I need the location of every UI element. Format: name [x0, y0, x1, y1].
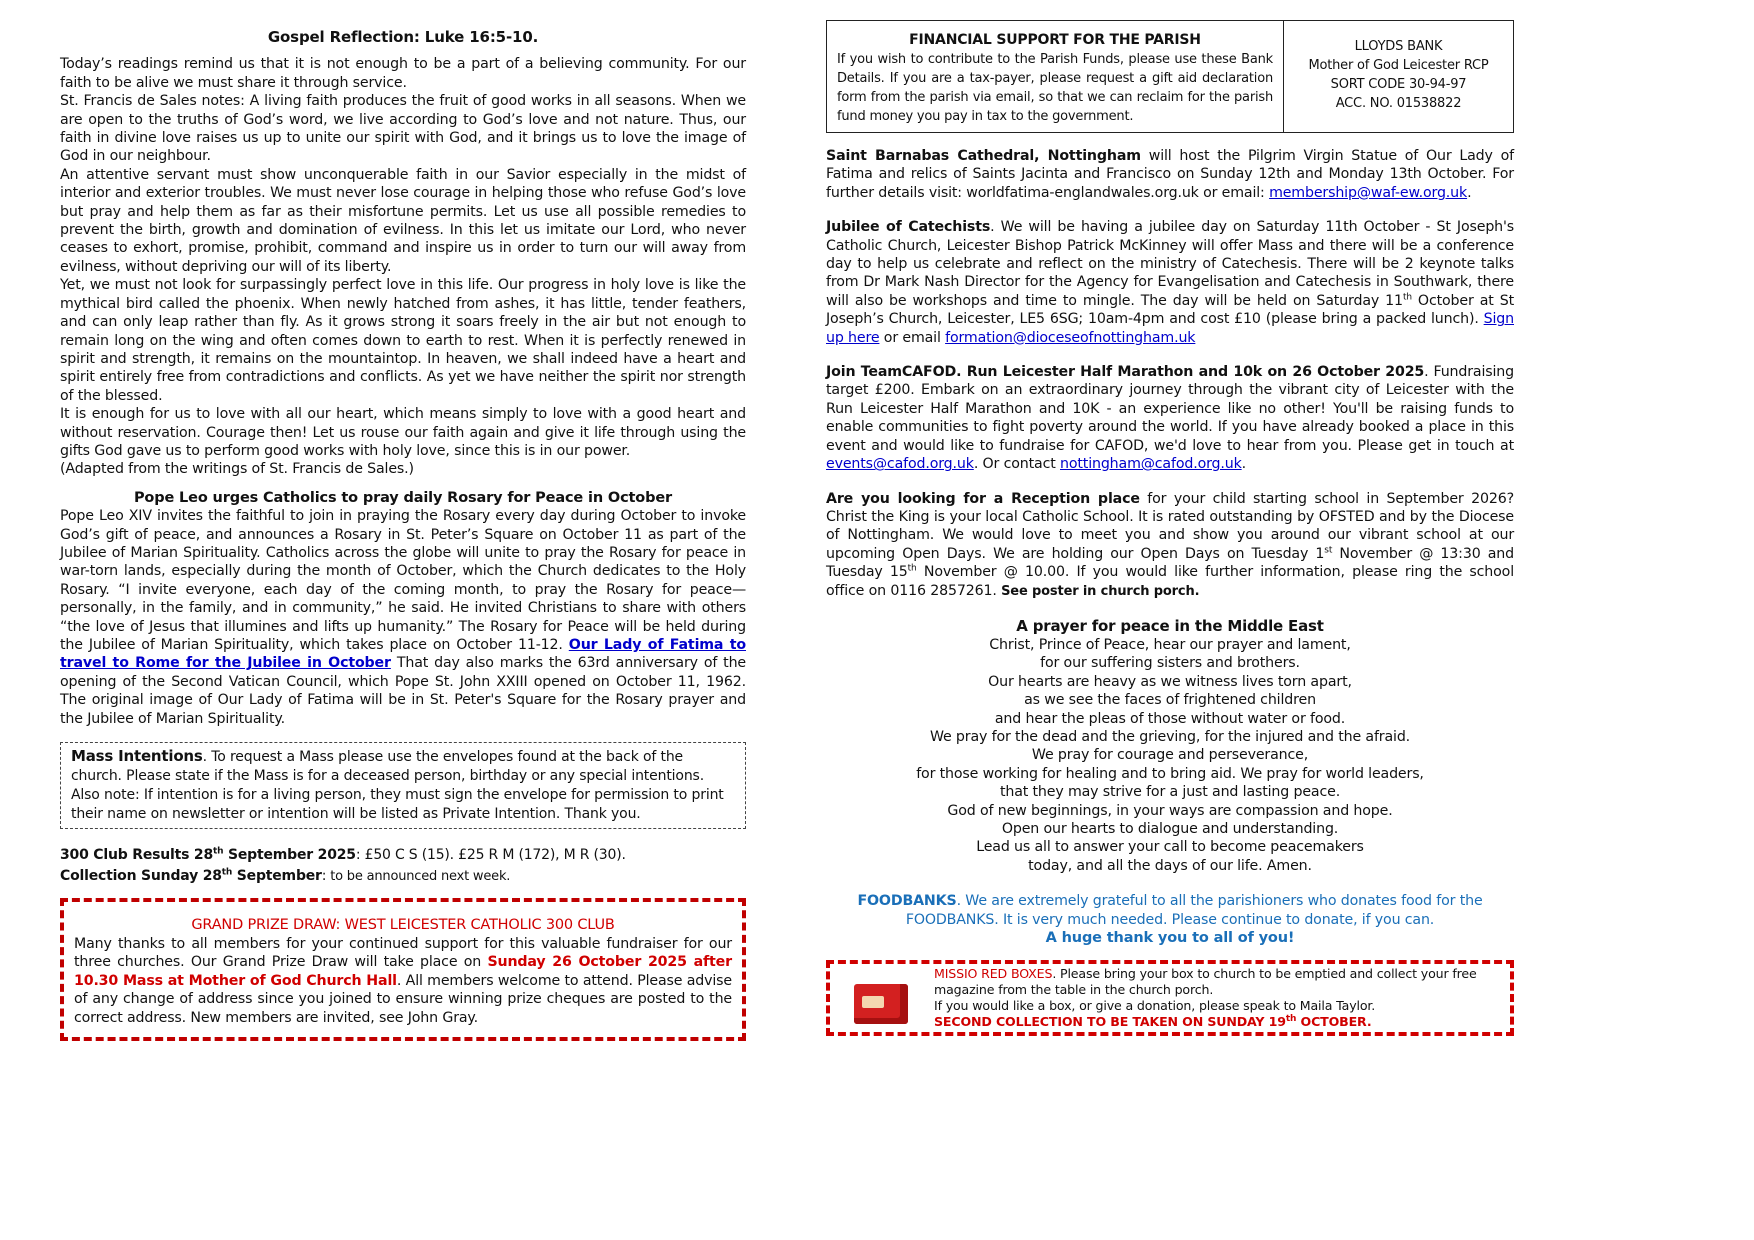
prayer-line: Open our hearts to dialogue and understanding. [1001, 821, 1339, 837]
cafod-nottingham-email-link[interactable]: nottingham@cafod.org.uk [1060, 456, 1242, 473]
cafod-events-email-link[interactable]: events@cafod.org.uk [826, 456, 974, 473]
prayer-line: that they may strive for a just and lasting peace. [999, 784, 1341, 801]
barnabas-notice [826, 147, 1514, 202]
cafod-heading: Join TeamCAFOD. Run Leicester Half Marathon and 10k on 26 October 2025 [826, 364, 1425, 381]
gospel-paragraph: An attentive servant must show unconquerable faith in our Savior especially in the midst of interior and exterior troubles. We must never lose courage in helping those who refuse God’s love but pray and help them as far as their misfortune permits. Let us use all possible remedies to prevent the birth, growth and domination of evilness. In this let us imitate our Lord, who never ceases to exhort, promise, prohibit, command and inspire us in order to turn our will away from evilness, without depriving our will of its liberty. [60, 166, 746, 275]
prayer-section [826, 617, 1514, 875]
collection-line [60, 867, 746, 886]
rosary-section [60, 489, 746, 728]
gospel-paragraph: Today’s readings remind us that it is not enough to be a part of a believing community. For our faith to be alive we must share it through service. [60, 56, 746, 91]
prayer-line: We pray for the dead and the grieving, for the injured and the afraid. [929, 728, 1411, 745]
left-column [60, 0, 746, 1041]
mass-intentions-box [60, 742, 746, 829]
bank-name: LLOYDS BANK [1354, 39, 1443, 54]
financial-support-text: If you wish to contribute to the Parish Funds, please use these Bank Details. If you are a tax-payer, please request a gift aid declaration form from the parish via email, so that we can reclaim for the parish fund money you pay in tax to the government. [837, 52, 1273, 124]
grand-prize-text-b: . All members welcome to attend. Please advise of any change of address since you joined to ensure winning prize cheques are posted to the correct address. New members are invited, see John Gray. [74, 972, 732, 1026]
grand-prize-text-a: Many thanks to all members for your continued support for this valuable fundraiser for our three churches. Our Grand Prize Draw will take place on [74, 936, 732, 971]
reception-text: for your child starting school in September 2026? Christ the King is your local Catholic School. It is rated outstanding by OFSTED and by the Diocese of Nottingham. We would love to meet you and show you around our vibrant school at our upcoming Open Days. We are holding our Open Days on Tuesday 1 [826, 490, 1514, 562]
membership-email-link[interactable]: membership@waf-ew.org.uk [1269, 184, 1468, 201]
catechists-notice [826, 218, 1514, 347]
mass-intentions-heading: Mass Intentions [71, 747, 203, 766]
financial-support-title: FINANCIAL SUPPORT FOR THE PARISH [909, 32, 1201, 48]
punctuation: . [1241, 456, 1247, 473]
foodbanks-section [826, 892, 1514, 947]
foodbanks-heading: FOODBANKS [857, 893, 957, 910]
catechists-text-b: October at St Joseph’s Church, Leicester, LE5 6SG; 10am-4pm and cost £10 (please bring a packed lunch). [826, 292, 1514, 328]
prayer-line: and hear the pleas of those without water or food. [994, 710, 1346, 727]
gospel-paragraph: Yet, we must not look for surpassingly perfect love in this life. Our progress in holy love is like the mythical bird called the phoenix. When newly hatched from ashes, it has little, tender feathers, and can only leap rather than fly. As it grows strong it soars freely in the air but not enough to remain long on the wing and often comes down to earth to rest. When it is perfectly renewed in spirit and strength, it remains on the mountaintop. In heaven, we shall indeed have a heart and spirit entirely free from contradictions and conflicts. As yet we have neither the spirit nor strength of the blessed. [60, 277, 746, 404]
barnabas-text: will host the Pilgrim Virgin Statue of Our Lady of Fatima and relics of Saints Jacinta and Francisco on Sunday 12th and Monday 13th October. For further details visit: worldfatima-englandwales.org.uk or email: [826, 148, 1515, 201]
club-results-colon: : [355, 847, 361, 864]
prayer-line: for our suffering sisters and brothers. [1040, 655, 1300, 672]
ordinal-suffix: st [1324, 544, 1333, 555]
missio-text-block [934, 966, 1506, 1030]
club-results-line [60, 846, 746, 865]
prayer-line: Christ, Prince of Peace, hear our prayer and lament, [989, 636, 1351, 653]
prayer-lines [826, 636, 1514, 875]
club-results-label [60, 847, 356, 863]
club-results-label-text: 300 Club Results 28 [60, 847, 213, 864]
collection-label [60, 868, 322, 884]
gospel-reflection-section [60, 28, 746, 479]
gospel-reflection-title: Gospel Reflection: Luke 16:5-10. [267, 28, 539, 46]
rosary-body [60, 507, 746, 728]
prayer-line: We pray for courage and perseverance, [1031, 747, 1309, 764]
ordinal-suffix: th [1285, 1014, 1297, 1025]
cafod-text-b: . Or contact [973, 456, 1060, 473]
reception-poster-note: See poster in church porch. [1001, 583, 1200, 599]
catechists-text-c: or email [879, 329, 946, 346]
foodbanks-body: . We are extremely grateful to all the parishioners who donates food for the FOODBANKS. It is very much needed. Please continue to donate, if you can. [905, 893, 1483, 928]
bank-details-cell [1284, 21, 1514, 133]
collection-value: to be announced next week. [326, 869, 511, 885]
sign-up-link[interactable]: Sign up here [826, 311, 1514, 346]
financial-support-cell [827, 21, 1284, 133]
prayer-line: for those working for healing and to bring aid. We pray for world leaders, [916, 765, 1424, 782]
catechists-heading: Jubilee of Catechists [826, 219, 991, 236]
foodbanks-thanks: A huge thank you to all of you! [1045, 930, 1295, 947]
ordinal-suffix: th [213, 846, 224, 857]
missio-text [934, 966, 1506, 998]
grand-prize-text [74, 935, 732, 1027]
mass-intentions-text: . To request a Mass please use the envelopes found at the back of the church. Please state if the Mass is for a deceased person, birthday or any special intentions. Also note: If intention is for a living person, they must sign the envelope for permission to print their name on newsletter or intention will be listed as Private Intention. Thank you. [71, 749, 724, 823]
gospel-paragraph: St. Francis de Sales notes: A living faith produces the fruit of good works in all seasons. When we are open to the truths of God’s word, we live according to God’s love and not nature. Thus, our faith in divine love raises us up to unite our spirit with God, and it brings us to love the image of God in our neighbour. [60, 93, 746, 165]
rosary-text-continued: That day also marks the 63rd anniversary of the opening of the Second Vatican Council, which Pope St. John XXIII opened on October 11, 1962. The original image of Our Lady of Fatima will be in St. Peter's Square for the Rosary prayer and the Jubilee of Marian Spirituality. [60, 655, 746, 727]
prayer-line: as we see the faces of frightened children [1024, 692, 1316, 709]
cafod-notice [826, 363, 1514, 473]
club-results-value: £50 C S (15). £25 R M (172), M R (30). [360, 847, 626, 864]
collection-label-text: Collection Sunday 28 [60, 868, 222, 885]
gospel-reflection-body [60, 55, 746, 478]
financial-support-box [826, 20, 1514, 133]
collection-colon: : [321, 868, 327, 885]
reception-heading: Are you looking for a Reception place [826, 490, 1140, 507]
sort-code: SORT CODE 30-94-97 [1330, 77, 1467, 92]
missio-donation-text: If you would like a box, or give a donation, please speak to Maila Taylor. [934, 998, 1376, 1014]
rosary-title: Pope Leo urges Catholics to pray daily Rosary for Peace in October [133, 489, 673, 506]
account-name: Mother of God Leicester RCP [1308, 58, 1489, 73]
missio-heading: MISSIO RED BOXES [934, 966, 1053, 982]
punctuation: . [1467, 184, 1472, 201]
second-collection-text-end: OCTOBER. [1296, 1014, 1372, 1030]
club-results-label-text: September 2025 [223, 847, 356, 864]
catechists-text: . We will be having a jubilee day on Saturday 11th October - St Joseph's Catholic Church, Leicester Bishop Patrick McKinney will offer Mass and there will be a conference day to help us celebrate and reflect on the ministry of Catechesis. There will be 2 keynote talks from Dr Mark Nash Director for the Agency for Evangelisation and Catechesis in Southwark, there will also be workshops and time to mingle. The day will be held on Saturday 11 [826, 219, 1515, 309]
prayer-line: God of new beginnings, in your ways are compassion and hope. [947, 802, 1393, 819]
grand-prize-box [60, 898, 746, 1041]
gospel-paragraph: It is enough for us to love with all our heart, which means simply to love with a good heart and without reservation. Courage then! Let us rouse our faith again and give it life through using the gifts God gave us to perform good works with holy love, since this is in our power. [60, 406, 746, 459]
second-collection-text: SECOND COLLECTION TO BE TAKEN ON SUNDAY 19 [934, 1014, 1286, 1030]
reception-text-b: November @ 13:30 and Tuesday 15 [826, 545, 1514, 581]
red-box-label [862, 996, 884, 1008]
barnabas-heading: Saint Barnabas Cathedral, Nottingham [826, 148, 1141, 164]
account-number: ACC. NO. 01538822 [1335, 96, 1462, 111]
second-collection-notice [934, 1014, 1506, 1030]
rosary-text: Pope Leo XIV invites the faithful to join in praying the Rosary every day during October to invoke God’s gift of peace, and announces a Rosary in St. Peter’s Square on October 11 as part of the Jubilee of Marian Spirituality. Catholics across the globe will unite to pray the Rosary for peace in war-torn lands, especially during the month of October, which the Church dedicates to the Holy Rosary. “I invite everyone, each day of the coming month, to pray the Rosary for peace—personally, in the family, and in community,” he said. He invited Christians to share with others “the love of Jesus that illumines and lifts up humanity.” The Rosary for Peace will be held during the Jubilee of Marian Spirituality, which takes place on October 11-12. [60, 508, 746, 653]
prayer-line: Our hearts are heavy as we witness lives torn apart, [988, 673, 1352, 690]
formation-email-link[interactable]: formation@dioceseofnottingham.uk [945, 329, 1196, 346]
right-column [826, 0, 1514, 1036]
foodbanks-text [826, 892, 1514, 929]
prayer-line: today, and all the days of our life. Amen. [1028, 857, 1312, 874]
missio-text-a: . Please bring your box to church to be emptied and collect your free magazine from the table in the church porch. [934, 966, 1477, 998]
prayer-line: Lead us all to answer your call to become peacemakers [976, 839, 1364, 856]
ordinal-suffix: th [1402, 292, 1412, 303]
missio-red-box-image [848, 974, 920, 1030]
grand-prize-title: GRAND PRIZE DRAW: WEST LEICESTER CATHOLIC 300 CLUB [191, 917, 615, 934]
grand-prize-date: Sunday 26 October 2025 after 10.30 Mass at Mother of God Church Hall [74, 954, 733, 989]
collection-label-text: September [232, 868, 322, 885]
prayer-title: A prayer for peace in the Middle East [1016, 616, 1324, 635]
cafod-text: . Fundraising target £200. Embark on an extraordinary journey through the vibrant city of Leicester with the Run Leicester Half Marathon and 10K - an experience like no other! You'll be raising funds to enable communities to fight poverty around the world. If you have already booked a place in this event and would like to fundraise for CAFOD, we'd love to hear from you. Please get in touch at [826, 364, 1514, 454]
fatima-jubilee-link[interactable]: Our Lady of Fatima to travel to Rome for the Jubilee in October [60, 637, 746, 672]
reception-notice [826, 490, 1514, 601]
missio-red-boxes-box [826, 960, 1514, 1036]
gospel-attribution: (Adapted from the writings of St. Francis de Sales.) [60, 461, 414, 478]
ordinal-suffix: th [221, 867, 233, 878]
ordinal-suffix: th [907, 563, 917, 574]
reception-text-c: November @ 10.00. If you would like further information, please ring the school office on 0116 2857261. [826, 564, 1514, 599]
